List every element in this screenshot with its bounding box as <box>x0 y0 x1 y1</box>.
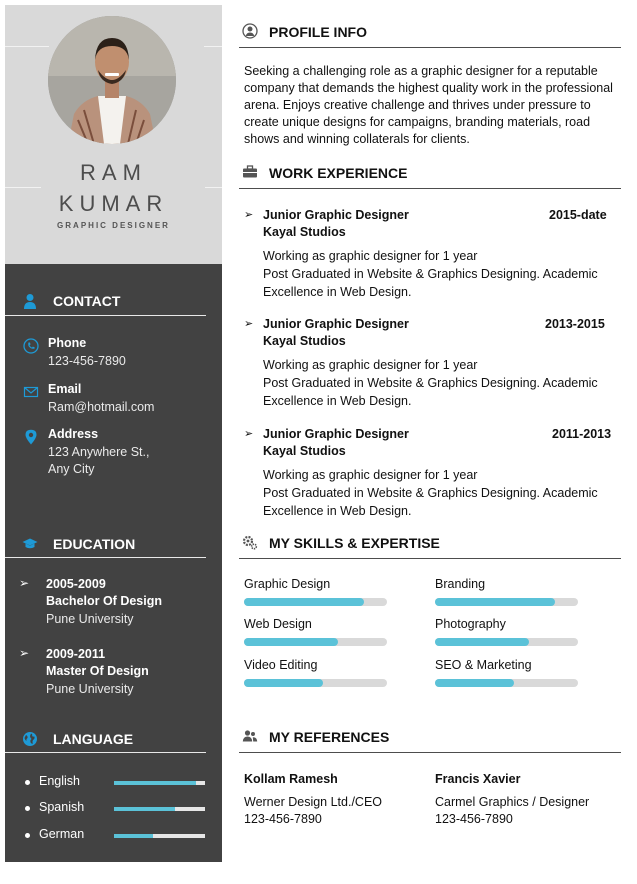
skill-item <box>244 658 389 688</box>
divider <box>204 46 222 47</box>
briefcase-icon <box>242 164 258 180</box>
references-heading-text: MY REFERENCES <box>269 729 390 745</box>
language-item <box>5 827 222 843</box>
skill-item <box>435 658 580 688</box>
skill-name: SEO & Marketing <box>435 658 532 672</box>
graduation-cap-icon <box>22 536 38 552</box>
job-detail: Post Graduated in Website & Graphics Designing. Academic Excellence in Web Design. <box>263 486 598 518</box>
divider <box>5 557 206 558</box>
language-item <box>5 800 222 816</box>
education-degree: Bachelor Of Design <box>46 594 162 608</box>
language-heading-text: LANGUAGE <box>53 731 134 747</box>
language-name: English <box>39 774 80 788</box>
job-company: Kayal Studios <box>263 444 346 458</box>
job-role: Junior Graphic Designer <box>263 427 409 441</box>
skill-level-fill <box>244 598 364 606</box>
arrow-icon: ➢ <box>244 318 254 330</box>
arrow-icon: ➢ <box>19 646 30 660</box>
job-period: 2015-date <box>549 208 607 222</box>
skill-level-bar <box>244 638 387 646</box>
contact-heading <box>5 291 222 313</box>
skill-level-bar <box>435 679 578 687</box>
envelope-icon <box>23 384 39 400</box>
contact-value: Ram@hotmail.com <box>48 400 155 414</box>
job-company: Kayal Studios <box>263 225 346 239</box>
language-item <box>5 774 222 790</box>
contact-label: Phone <box>48 336 87 350</box>
skill-name: Web Design <box>244 617 312 631</box>
language-name: German <box>39 827 85 841</box>
education-school: Pune University <box>46 612 134 626</box>
reference-name: Francis Xavier <box>435 772 521 786</box>
skill-name: Video Editing <box>244 658 318 672</box>
skill-level-bar <box>244 679 387 687</box>
skill-name: Graphic Design <box>244 577 331 591</box>
skill-name: Branding <box>435 577 486 591</box>
divider <box>5 315 206 316</box>
job-period: 2011-2013 <box>552 427 612 441</box>
bullet <box>25 833 30 838</box>
work-heading <box>239 163 621 189</box>
education-degree: Master Of Design <box>46 664 149 678</box>
profile-heading <box>239 22 621 48</box>
education-school: Pune University <box>46 682 134 696</box>
language-heading <box>5 729 222 751</box>
users-icon <box>242 728 258 744</box>
globe-icon <box>22 731 38 747</box>
skill-level-bar <box>244 598 387 606</box>
divider <box>5 46 49 47</box>
skills-heading-text: MY SKILLS & EXPERTISE <box>269 535 440 551</box>
job-detail: Post Graduated in Website & Graphics Designing. Academic Excellence in Web Design. <box>263 376 598 408</box>
sidebar <box>5 5 222 862</box>
contact-value: 123 Anywhere St., Any City <box>48 445 150 476</box>
profile-heading-text: PROFILE INFO <box>269 24 367 40</box>
education-years: 2009-2011 <box>46 647 106 661</box>
profile-summary: Seeking a challenging role as a graphic designer for a reputable company that demands the highest quality work in the professional arena. Enjoys creative challenge and thrives under pressure to create unique designs for campaigns, branding materials, road shows and winning collaterals for clients. <box>244 64 613 146</box>
language-level-bar <box>114 834 205 838</box>
job-detail: Working as graphic designer for 1 year <box>263 358 478 372</box>
job-company: Kayal Studios <box>263 334 346 348</box>
first-name: RAM <box>80 160 147 185</box>
reference-phone: 123-456-7890 <box>435 812 513 826</box>
skills-heading <box>239 533 621 559</box>
skill-level-fill <box>244 638 338 646</box>
job-role: Junior Graphic Designer <box>263 317 409 331</box>
map-pin-icon <box>23 429 39 445</box>
user-icon <box>22 293 38 309</box>
work-heading-text: WORK EXPERIENCE <box>269 165 408 181</box>
skill-level-fill <box>435 598 555 606</box>
reference-name: Kollam Ramesh <box>244 772 338 786</box>
language-level-fill <box>114 834 153 838</box>
reference-company: Werner Design Ltd./CEO <box>244 795 383 809</box>
language-level-bar <box>114 807 205 811</box>
language-level-fill <box>114 807 175 811</box>
profile-photo <box>48 16 176 144</box>
bullet <box>25 780 30 785</box>
user-circle-icon <box>242 23 258 39</box>
contact-label: Address <box>48 427 99 441</box>
language-name: Spanish <box>39 800 85 814</box>
phone-icon <box>23 338 39 354</box>
job-period: 2013-2015 <box>545 317 605 331</box>
skill-item <box>435 577 580 607</box>
skill-item <box>244 617 389 647</box>
divider <box>5 187 41 188</box>
divider <box>205 187 222 188</box>
arrow-icon: ➢ <box>244 428 254 440</box>
job-detail: Post Graduated in Website & Graphics Designing. Academic Excellence in Web Design. <box>263 267 598 299</box>
reference-company: Carmel Graphics / Designer <box>435 795 590 809</box>
skill-level-fill <box>435 679 514 687</box>
references-heading <box>239 727 621 753</box>
divider <box>5 752 206 753</box>
last-name: KUMAR <box>58 191 169 216</box>
contact-heading-text: CONTACT <box>53 293 121 309</box>
skill-level-fill <box>435 638 529 646</box>
job-title: GRAPHIC DESIGNER <box>57 221 170 230</box>
skill-name: Photography <box>435 617 506 631</box>
job-detail: Working as graphic designer for 1 year <box>263 468 478 482</box>
profile-header <box>5 5 222 264</box>
gears-icon <box>242 534 258 550</box>
contact-label: Email <box>48 382 82 396</box>
job-detail: Working as graphic designer for 1 year <box>263 249 478 263</box>
bullet <box>25 806 30 811</box>
skill-level-bar <box>435 598 578 606</box>
education-years: 2005-2009 <box>46 577 106 591</box>
language-level-fill <box>114 781 196 785</box>
skill-item <box>244 577 389 607</box>
contact-value: 123-456-7890 <box>48 354 126 368</box>
language-level-bar <box>114 781 205 785</box>
reference-phone: 123-456-7890 <box>244 812 322 826</box>
education-heading <box>5 534 222 556</box>
skill-level-bar <box>435 638 578 646</box>
education-heading-text: EDUCATION <box>53 536 136 552</box>
skill-item <box>435 617 580 647</box>
arrow-icon: ➢ <box>244 209 254 221</box>
skill-level-fill <box>244 679 323 687</box>
job-role: Junior Graphic Designer <box>263 208 409 222</box>
arrow-icon: ➢ <box>19 576 30 590</box>
